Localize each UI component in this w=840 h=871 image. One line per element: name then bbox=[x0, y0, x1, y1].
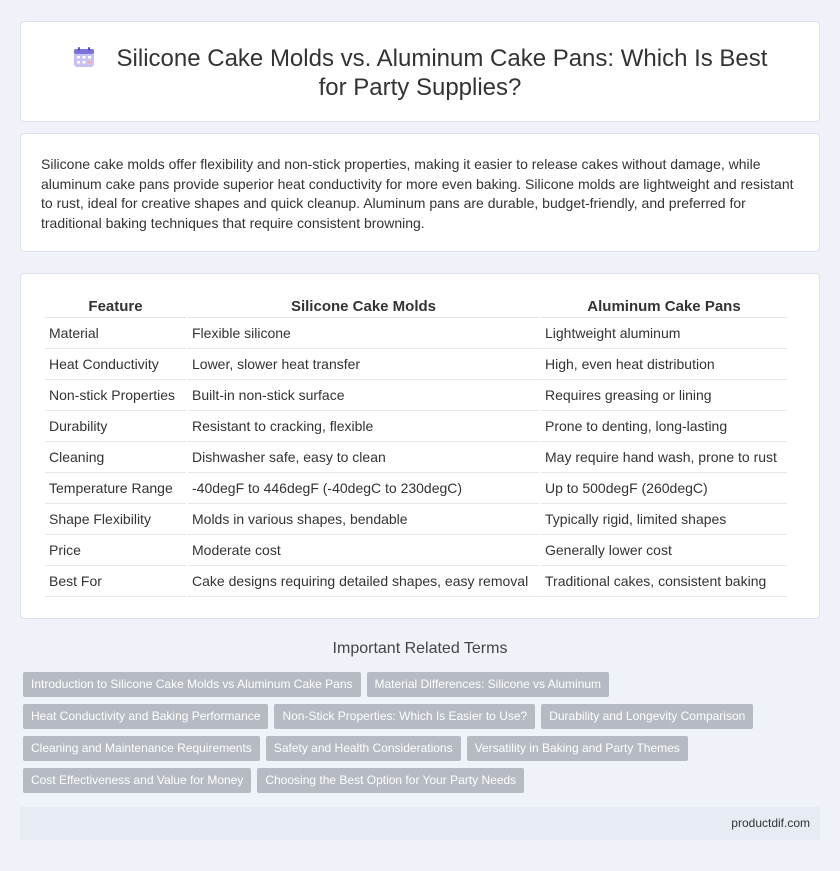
calendar-icon bbox=[73, 46, 95, 68]
related-term-tag[interactable]: Durability and Longevity Comparison bbox=[541, 704, 753, 729]
cell-feature: Price bbox=[45, 535, 186, 566]
tag-row bbox=[23, 672, 803, 704]
table-row bbox=[45, 566, 787, 597]
cell-feature: Durability bbox=[45, 411, 186, 442]
cell-silicone: Cake designs requiring detailed shapes, easy removal bbox=[188, 566, 539, 597]
table-row bbox=[45, 442, 787, 473]
related-term-tag[interactable]: Cleaning and Maintenance Requirements bbox=[23, 736, 260, 761]
table-row bbox=[45, 504, 787, 535]
table-row bbox=[45, 349, 787, 380]
related-term-tag[interactable]: Introduction to Silicone Cake Molds vs Aluminum Cake Pans bbox=[23, 672, 361, 697]
title-card bbox=[20, 21, 820, 122]
cell-aluminum: Prone to denting, long-lasting bbox=[541, 411, 787, 442]
cell-silicone: Flexible silicone bbox=[188, 318, 539, 349]
cell-aluminum: May require hand wash, prone to rust bbox=[541, 442, 787, 473]
cell-silicone: Built-in non-stick surface bbox=[188, 380, 539, 411]
tag-row bbox=[23, 768, 803, 800]
related-term-tag[interactable]: Versatility in Baking and Party Themes bbox=[467, 736, 688, 761]
cell-silicone: Lower, slower heat transfer bbox=[188, 349, 539, 380]
related-term-tag[interactable]: Non-Stick Properties: Which Is Easier to Use? bbox=[274, 704, 535, 729]
comparison-table bbox=[43, 296, 789, 597]
cell-feature: Non-stick Properties bbox=[45, 380, 186, 411]
cell-feature: Heat Conductivity bbox=[45, 349, 186, 380]
cell-aluminum: Generally lower cost bbox=[541, 535, 787, 566]
cell-aluminum: Lightweight aluminum bbox=[541, 318, 787, 349]
related-term-tag[interactable]: Material Differences: Silicone vs Aluminum bbox=[367, 672, 610, 697]
table-header-row bbox=[45, 296, 787, 318]
cell-feature: Best For bbox=[45, 566, 186, 597]
footer bbox=[20, 807, 820, 840]
cell-feature: Temperature Range bbox=[45, 473, 186, 504]
cell-silicone: Resistant to cracking, flexible bbox=[188, 411, 539, 442]
cell-aluminum: Typically rigid, limited shapes bbox=[541, 504, 787, 535]
table-row bbox=[45, 411, 787, 442]
cell-silicone: Moderate cost bbox=[188, 535, 539, 566]
page-title-wrap bbox=[21, 44, 819, 102]
header-feature: Feature bbox=[45, 296, 186, 318]
related-term-tag[interactable]: Cost Effectiveness and Value for Money bbox=[23, 768, 251, 793]
header-aluminum: Aluminum Cake Pans bbox=[541, 296, 787, 318]
cell-aluminum: Up to 500degF (260degC) bbox=[541, 473, 787, 504]
page-title: Silicone Cake Molds vs. Aluminum Cake Pans: Which Is Best for Party Supplies? bbox=[116, 45, 768, 101]
tag-row bbox=[23, 736, 803, 768]
related-term-tag[interactable]: Heat Conductivity and Baking Performance bbox=[23, 704, 268, 729]
header-silicone: Silicone Cake Molds bbox=[188, 296, 539, 318]
cell-aluminum: Traditional cakes, consistent baking bbox=[541, 566, 787, 597]
cell-silicone: -40degF to 446degF (-40degC to 230degC) bbox=[188, 473, 539, 504]
intro-paragraph: Silicone cake molds offer flexibility and non-stick properties, making it easier to release cakes without damage, while aluminum cake pans provide superior heat conductivity for more even baking. Silicone molds are lightweight and resistant to rust, ideal for creative shapes and quick cleanup. Aluminum pans are durable, budget-friendly, and preferred for traditional baking techniques that require consistent browning. bbox=[41, 156, 794, 231]
cell-feature: Material bbox=[45, 318, 186, 349]
comparison-card bbox=[20, 273, 820, 619]
intro-card bbox=[20, 133, 820, 252]
cell-feature: Cleaning bbox=[45, 442, 186, 473]
table-row bbox=[45, 380, 787, 411]
cell-silicone: Molds in various shapes, bendable bbox=[188, 504, 539, 535]
cell-aluminum: Requires greasing or lining bbox=[541, 380, 787, 411]
footer-site[interactable]: productdif.com bbox=[731, 816, 810, 830]
related-term-tag[interactable]: Safety and Health Considerations bbox=[266, 736, 461, 761]
tag-row bbox=[23, 704, 803, 736]
related-term-tag[interactable]: Choosing the Best Option for Your Party Needs bbox=[257, 768, 524, 793]
cell-aluminum: High, even heat distribution bbox=[541, 349, 787, 380]
related-terms-list bbox=[23, 672, 803, 800]
cell-silicone: Dishwasher safe, easy to clean bbox=[188, 442, 539, 473]
cell-feature: Shape Flexibility bbox=[45, 504, 186, 535]
table-row bbox=[45, 473, 787, 504]
table-row bbox=[45, 318, 787, 349]
table-row bbox=[45, 535, 787, 566]
related-terms-title: Important Related Terms bbox=[332, 640, 508, 657]
